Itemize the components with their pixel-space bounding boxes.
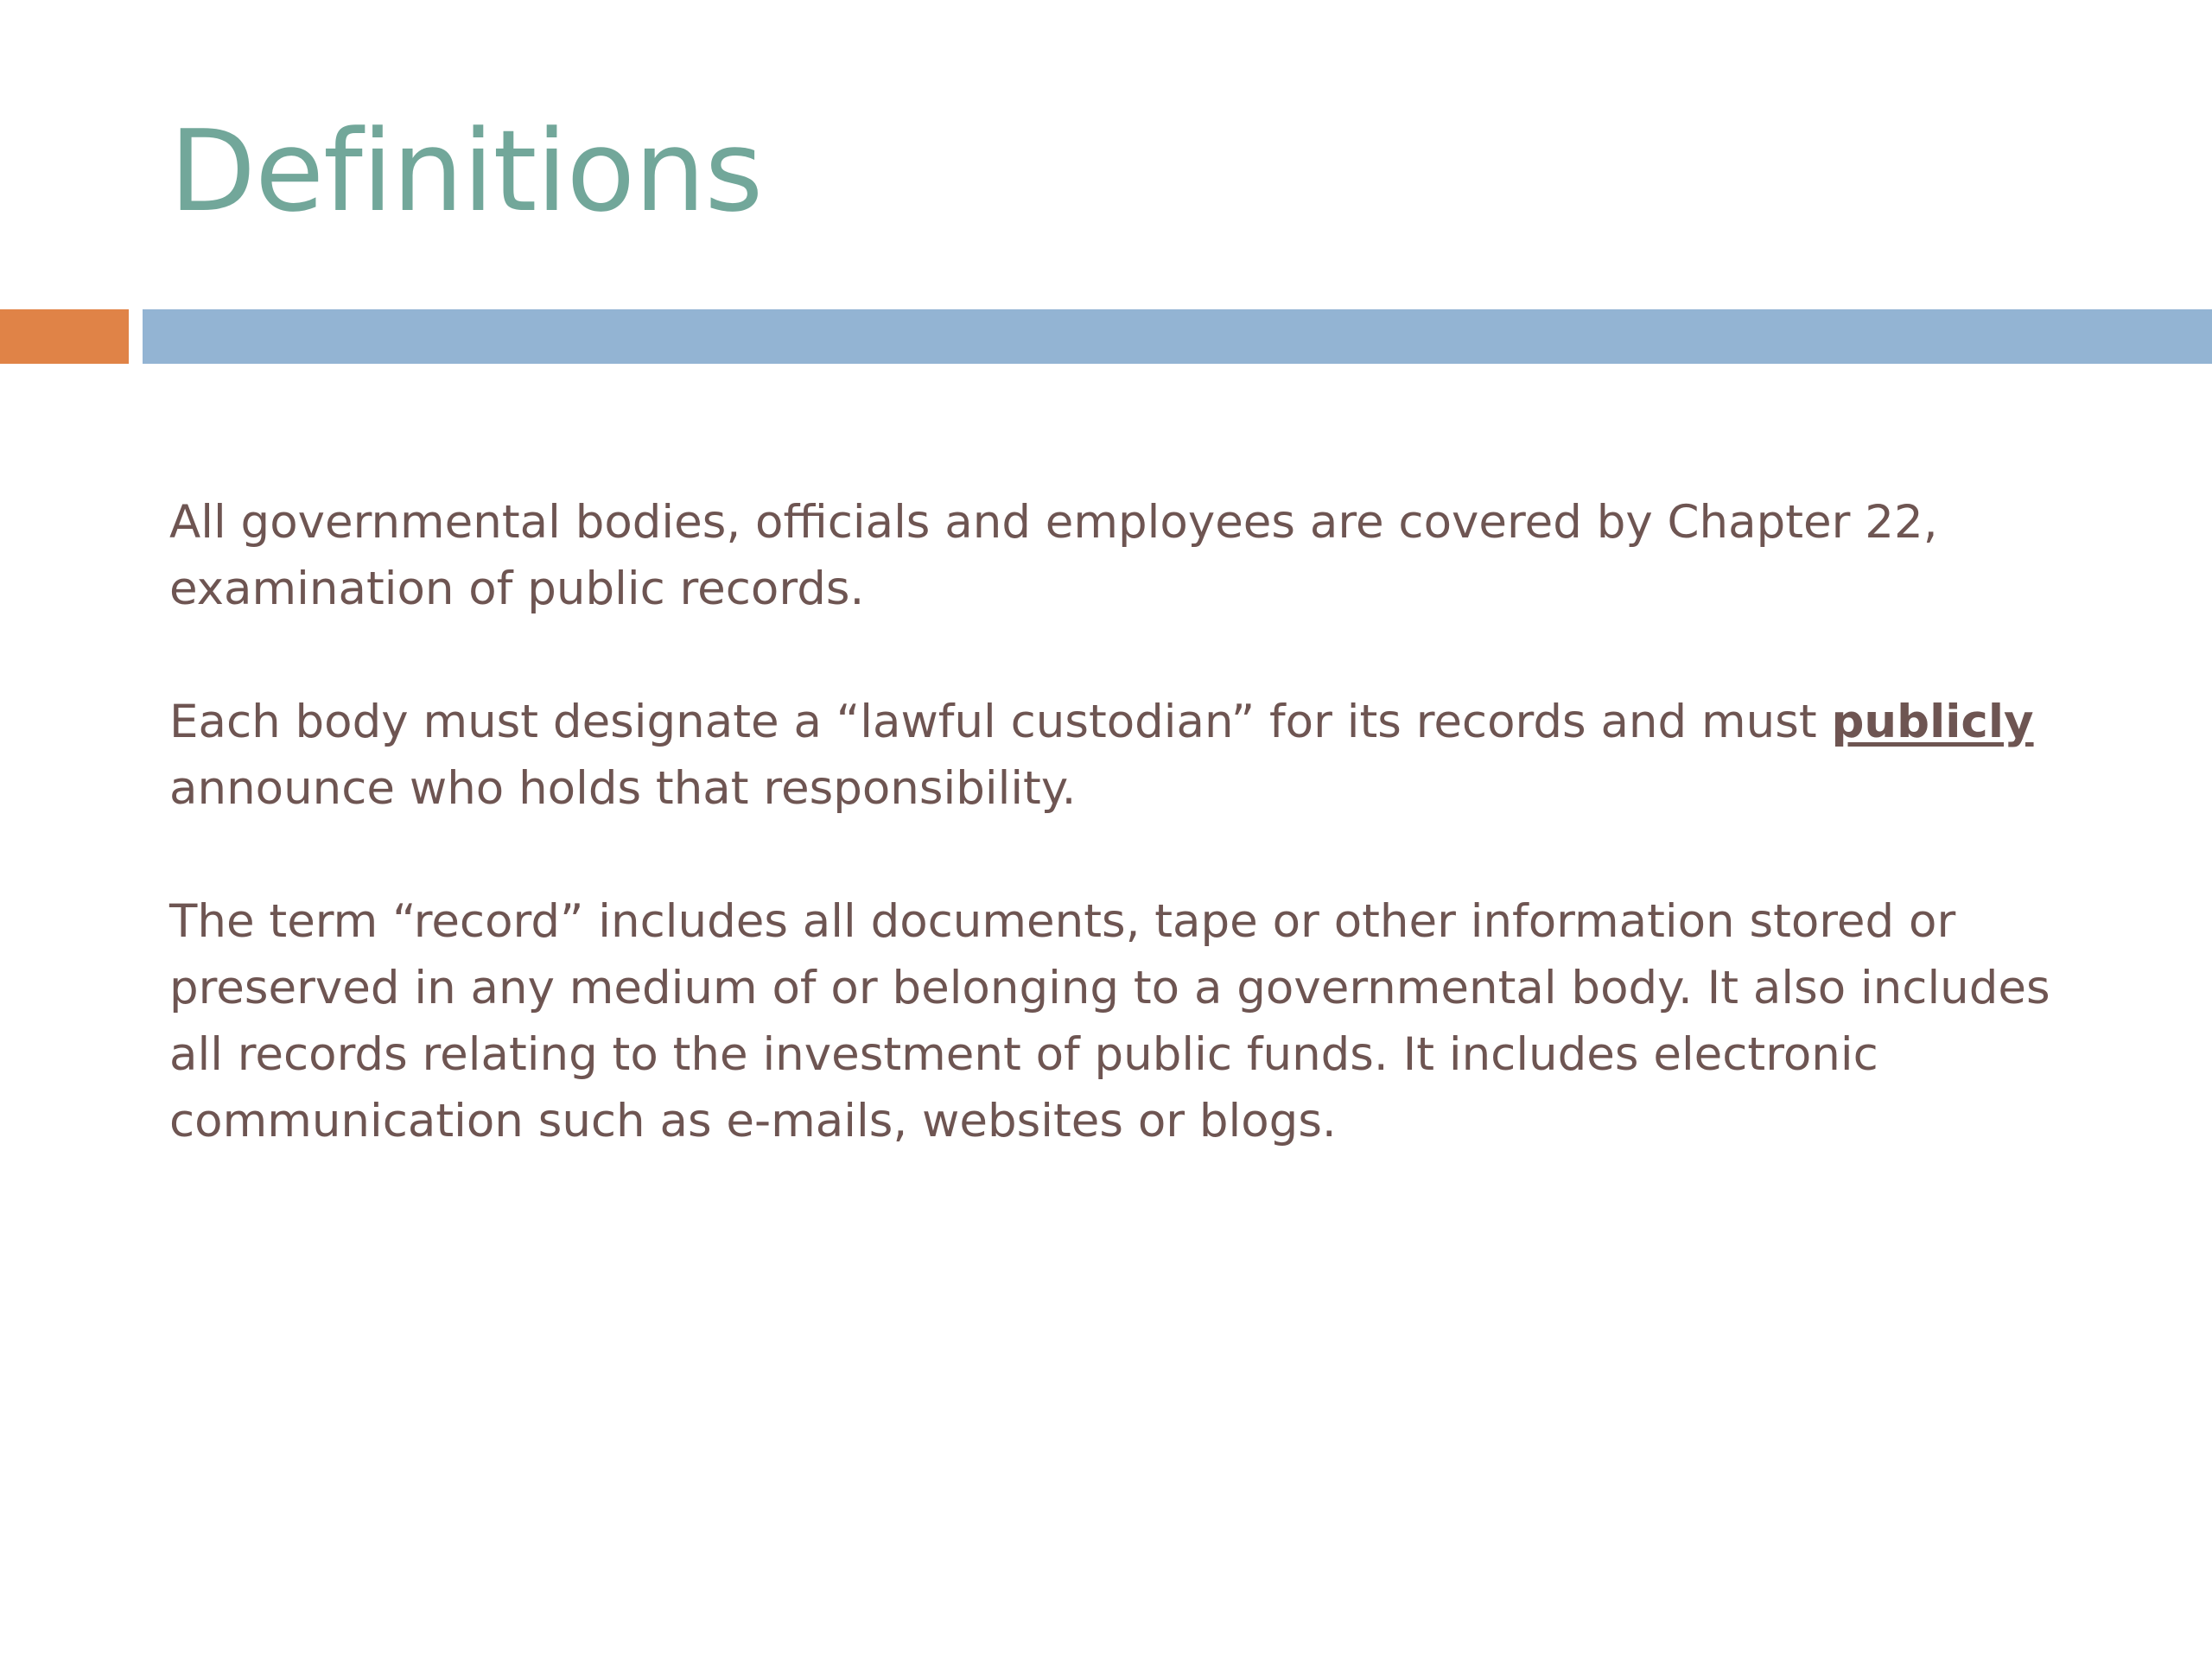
emphasis-publicly: publicly [1831, 696, 2034, 748]
paragraph-custodian-start: Each body must designate a “lawful custodian” for its records and must [169, 696, 1832, 748]
paragraph-record-definition: The term “record” includes all documents, tape or other information stored or preserved in any medium of or belonging to a governmental body. It also includes all records relating to the investment of public funds. It includes electronic communication such as e-mails, websites or blogs. [169, 895, 2050, 1147]
paragraph-custodian-end: announce who holds that responsibility. [169, 762, 1077, 815]
paragraph-coverage: All governmental bodies, officials and employees are covered by Chapter 22, examination of public records. [169, 496, 1938, 615]
title-rule-bar [143, 309, 2212, 364]
slide-body [169, 489, 2113, 1221]
paragraph-custodian [169, 689, 2113, 822]
accent-bar [0, 309, 129, 364]
slide-title: Definitions [169, 105, 763, 237]
